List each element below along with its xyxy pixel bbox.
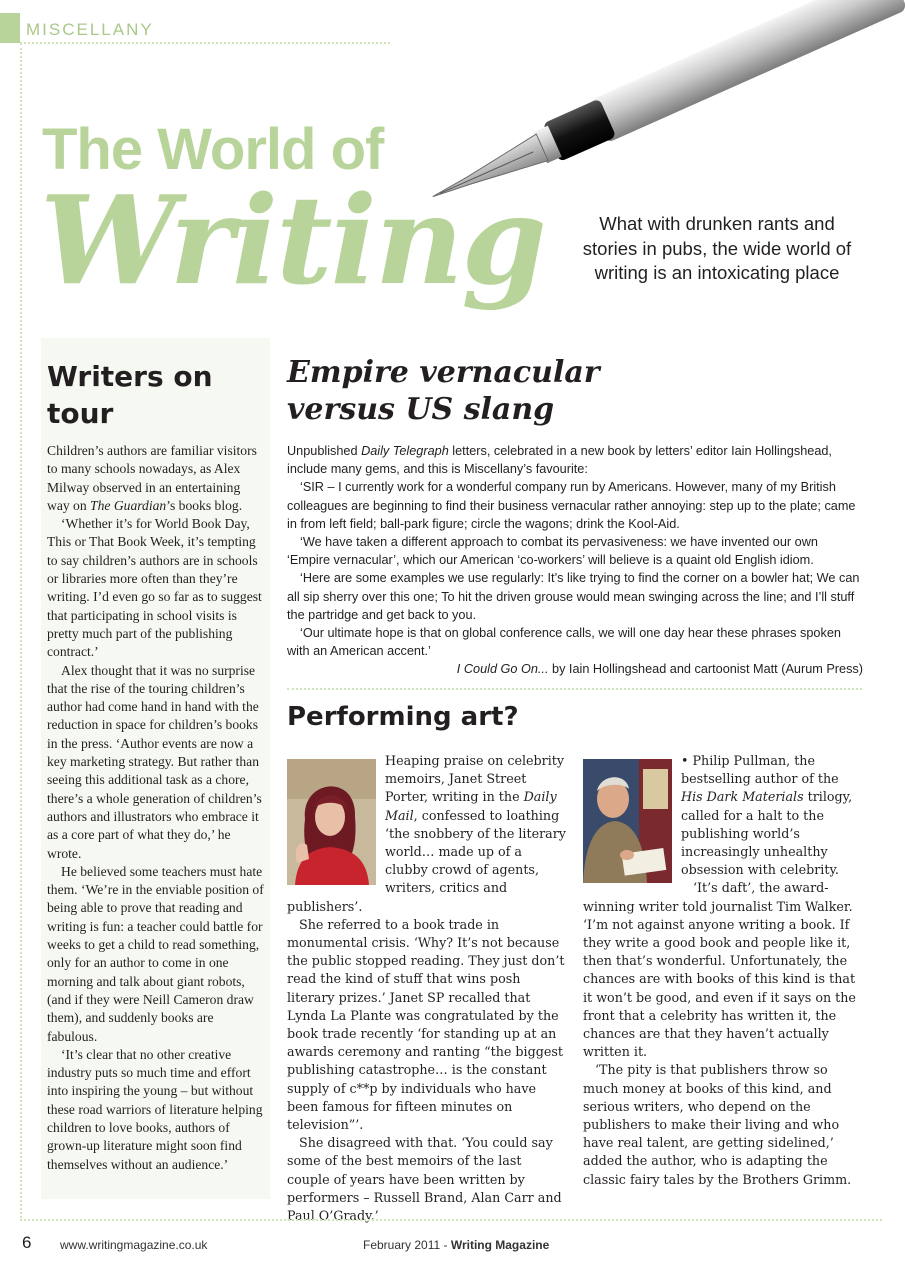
performing-paragraph: Heaping praise on celebrity memoirs, Janet Street Porter, writing in the Daily Mail, confessed to loathing ‘the snobbery of the literary world… made up of a clubby crowd of agents, writers, critics and publishers’.: [287, 753, 566, 914]
top-dotted-rule: [20, 42, 390, 44]
sidebar-paragraph: ‘Whether it’s for World Book Day, This or That Book Week, it’s tempting to say children’s authors are in schools or libraries more often than they’re writing. I’d even go so far as to suggest that participating in school visits is pretty much part of the publishing contract.’: [47, 516, 262, 660]
janet-street-porter-photo: [287, 759, 376, 885]
title-line-1: The World of: [42, 117, 384, 182]
bottom-dotted-rule: [20, 1219, 882, 1221]
empire-paragraph: ‘Here are some examples we use regularly: It’s like trying to find the corner on a bowler hat; We can all sip sherry over this one; To hit the driven grouse would mean swinging across the line; and I’ll stuff the partridge and get back to you.: [287, 571, 860, 622]
footer-issue: February 2011 - Writing Magazine: [363, 1238, 550, 1252]
sidebar-paragraph: Children’s authors are familiar visitors to many schools nowadays, as Alex Milway observed in an entertaining way on The Guardian’s books blog.: [47, 443, 257, 513]
empire-book-credit: I Could Go On... by Iain Hollingshead and cartoonist Matt (Aurum Press): [456, 662, 863, 677]
footer-url: www.writingmagazine.co.uk: [60, 1238, 208, 1252]
section-divider: [287, 688, 862, 690]
empire-heading: Empire vernacular versus US slang: [287, 355, 600, 427]
section-tag-bar: [0, 13, 20, 43]
sidebar-paragraph: He believed some teachers must hate them. ‘We’re in the enviable position of being able to prove that reading and writing is fun: a teacher could battle for weeks to get a child to read something, only for an author to come in one morning and talk about giant robots, (and if they were Neill Cameron draw them), and suddenly books are fabulous.: [47, 863, 264, 1044]
performing-paragraph: She referred to a book trade in monumental crisis. ‘Why? It’s not because the public stopped reading. They just don’t read the kind of stuff that wins posh literary prizes.’ Janet SP recalled that Lynda La Plante was congratulated by the book trade recently ‘for standing up at an awards ceremony and ranting “the biggest publishing catastrophe… is the constant supply of c**p by individuals who have been famous for fifteen minutes on television”’.: [287, 916, 565, 1133]
sidebar-paragraph: Alex thought that it was no surprise that the rise of the touring children’s author had come hand in hand with the reduction in space for children’s books in the press. ‘Author events are now a key marketing strategy. But rather than seeing this additional task as a chore, there’s a whole generation of children’s authors and illustrators who embrace it as a core part of what they do,’ he wrote.: [47, 662, 262, 861]
performing-paragraph: • Philip Pullman, the bestselling author of the His Dark Materials trilogy, called for a halt to the publishing world’s increasingly unhealthy obsession with celebrity.: [681, 753, 853, 878]
performing-paragraph: She disagreed with that. ‘You could say some of the best memoirs of the last couple of years have been written by performers – Russell Brand, Alan Carr and Paul O’Grady.’: [287, 1135, 562, 1224]
empire-paragraph: ‘SIR – I currently work for a wonderful company run by Americans. However, many of my British colleagues are beginning to find their business vernacular rather annoying: step up to the plate; came in from left field; ball-park figure; circle the wagons; drink the Kool-Aid.: [287, 480, 856, 531]
sidebar-writers-on-tour: [41, 338, 270, 1199]
left-dotted-rule: [20, 43, 22, 1218]
performing-paragraph: ‘The pity is that publishers throw so much money at books of this kind, and serious writers, who depend on the publishers to make their living and who have real talent, are getting sidelined,’ added the author, who is adapting the classic fairy tales by the Brothers Grimm.: [583, 1062, 852, 1187]
sidebar-heading: Writers on tour: [47, 360, 213, 430]
page-number: 6: [22, 1233, 32, 1252]
performing-column-a: [287, 752, 568, 1225]
performing-column-b: [583, 752, 863, 1189]
empire-article-body: [287, 442, 863, 679]
section-label: MISCELLANY: [26, 20, 154, 39]
performing-heading: Performing art?: [287, 702, 519, 732]
title-line-2: Writing: [40, 168, 545, 312]
empire-intro: Unpublished Daily Telegraph letters, celebrated in a new book by letters’ editor Iain Hollingshead, include many gems, and this is Miscellany’s favourite:: [287, 444, 832, 477]
empire-paragraph: ‘We have taken a different approach to combat its pervasiveness: we have invented our own ‘Empire vernacular’, which our American ‘co-workers’ will believe is a quaint old English idiom.: [287, 535, 818, 568]
standfirst: What with drunken rants and stories in pubs, the wide world of writing is an intoxicating place: [582, 213, 852, 283]
philip-pullman-photo: [583, 759, 672, 883]
performing-paragraph: ‘It’s daft’, the award-winning writer told journalist Tim Walker. ‘I’m not against anyone writing a book. If they write a good book and people like it, then that’s wonderful. Unfortunately, the chances are with books of this kind is that it won’t be good, and even if it says on the front that a celebrity has written it, the chances are that they haven’t actually written it.: [583, 880, 856, 1060]
sidebar-paragraph: ‘It’s clear that no other creative industry puts so much time and effort into inspiring the young – but without these road warriors of literature helping children to love books, authors of grown-up literature might soon find themselves without an audience.’: [47, 1046, 263, 1172]
empire-paragraph: ‘Our ultimate hope is that on global conference calls, we will one day hear these phrases spoken with an American accent.’: [287, 626, 841, 659]
